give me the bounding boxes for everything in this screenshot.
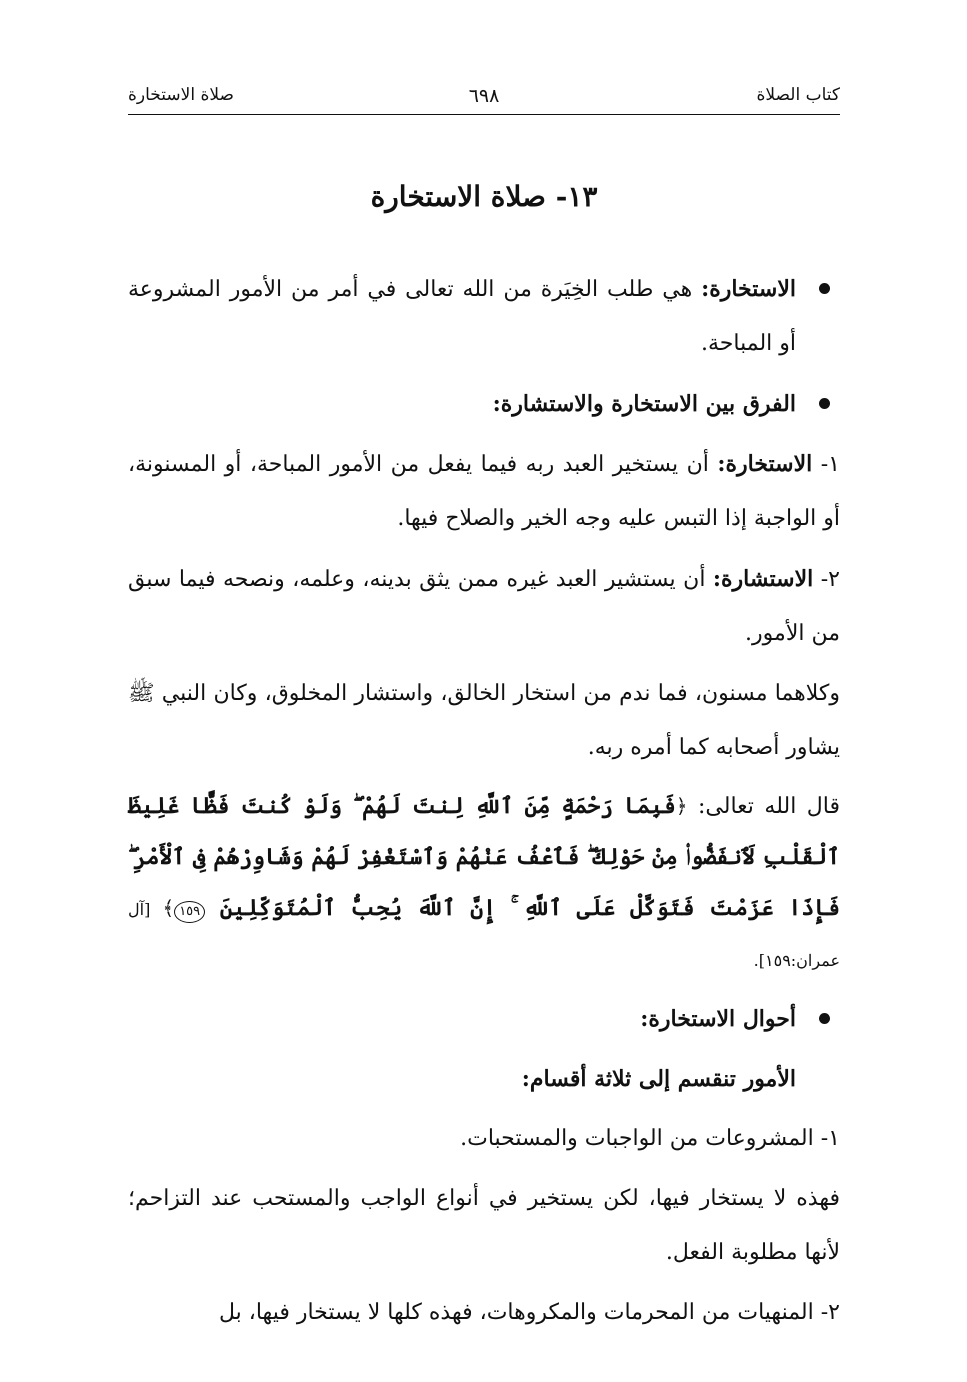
verse-close-bracket: ﴾ xyxy=(162,896,175,920)
division-heading: الأمور تنقسم إلى ثلاثة أقسام: xyxy=(521,1066,796,1092)
category-1: ١- المشروعات من الواجبات والمستحبات. xyxy=(460,1126,840,1151)
bullet-icon xyxy=(819,398,830,409)
item-term: الاستخارة: xyxy=(717,451,813,477)
definition-term: الاستخارة: xyxy=(701,276,796,302)
verse-paragraph xyxy=(128,781,840,986)
bullet-icon xyxy=(819,283,830,294)
definition-paragraph xyxy=(128,262,840,371)
difference-item-2 xyxy=(128,552,840,661)
verse-open-bracket: ﴿ xyxy=(675,794,688,818)
chapter-title: ١٣- صلاة الاستخارة xyxy=(370,180,598,213)
states-heading xyxy=(128,992,840,1046)
item-number: ١- xyxy=(812,452,840,477)
states-heading-text: أحوال الاستخارة: xyxy=(640,1006,796,1032)
item-number: ٢- xyxy=(813,567,840,592)
item-term: الاستشارة: xyxy=(712,566,814,592)
difference-heading xyxy=(128,377,840,431)
ayah-number-badge: ١٥٩ xyxy=(174,901,205,923)
definition-text: هي طلب الخِيَرة من الله تعالى في أمر من الأمور المشروعة أو المباحة. xyxy=(128,277,796,356)
item-text: أن يستشير العبد غيره ممن يثق بدينه، وعلمه، ونصحه فيما سبق من الأمور. xyxy=(128,567,840,646)
category-1-note: فهذه لا يستخار فيها، لكن يستخير في أنواع الواجب والمستحب عند التزاحم؛ لأنها مطلوبة الفعل. xyxy=(128,1186,840,1265)
page-body xyxy=(128,262,840,1346)
both-paragraph: وكلاهما مسنون، فما ندم من استخار الخالق، واستشار المخلوق، وكان النبي ﷺ يشاور أصحابه كما أمره ربه. xyxy=(128,681,840,760)
category-2: ٢- المنهيات من المحرمات والمكروهات، فهذه كلها لا يستخار فيها، بل xyxy=(218,1300,840,1325)
chapter-short-title: صلاة الاستخارة xyxy=(128,85,234,105)
running-head xyxy=(128,85,840,113)
bullet-icon xyxy=(819,1013,830,1024)
verse-reference: [آل عمران:١٥٩]. xyxy=(128,900,840,970)
verse-intro: قال الله تعالى: xyxy=(687,794,841,819)
difference-item-1 xyxy=(128,437,840,546)
quran-verse: فَبِمَا رَحْمَةٍ مِّنَ ٱللَّهِ لِنتَ لَهُمْ ۖ وَلَوْ كُنتَ فَظًّا غَلِيظَ ٱلْقَلْبِ لَٱنفَضُّوا۟ مِنْ حَوْلِكَ ۖ فَٱعْفُ عَنْهُمْ وَٱسْتَغْفِرْ لَهُمْ وَشَاوِرْهُمْ فِى ٱلْأَمْرِ ۖ فَإِذَا عَزَمْتَ فَتَوَكَّلْ عَلَى ٱللَّهِ ۚ إِنَّ ٱللَّهَ يُحِبُّ ٱلْمُتَوَكِّلِينَ xyxy=(128,793,840,921)
book-title: كتاب الصلاة xyxy=(756,85,840,105)
header-rule xyxy=(128,114,840,115)
page-number: ٦٩٨ xyxy=(468,85,500,107)
difference-heading-text: الفرق بين الاستخارة والاستشارة: xyxy=(492,391,796,417)
item-text: أن يستخير العبد ربه فيما يفعل من الأمور المباحة، أو المسنونة، أو الواجبة إذا التبس عليه وجه الخير والصلاح فيها. xyxy=(128,452,840,531)
